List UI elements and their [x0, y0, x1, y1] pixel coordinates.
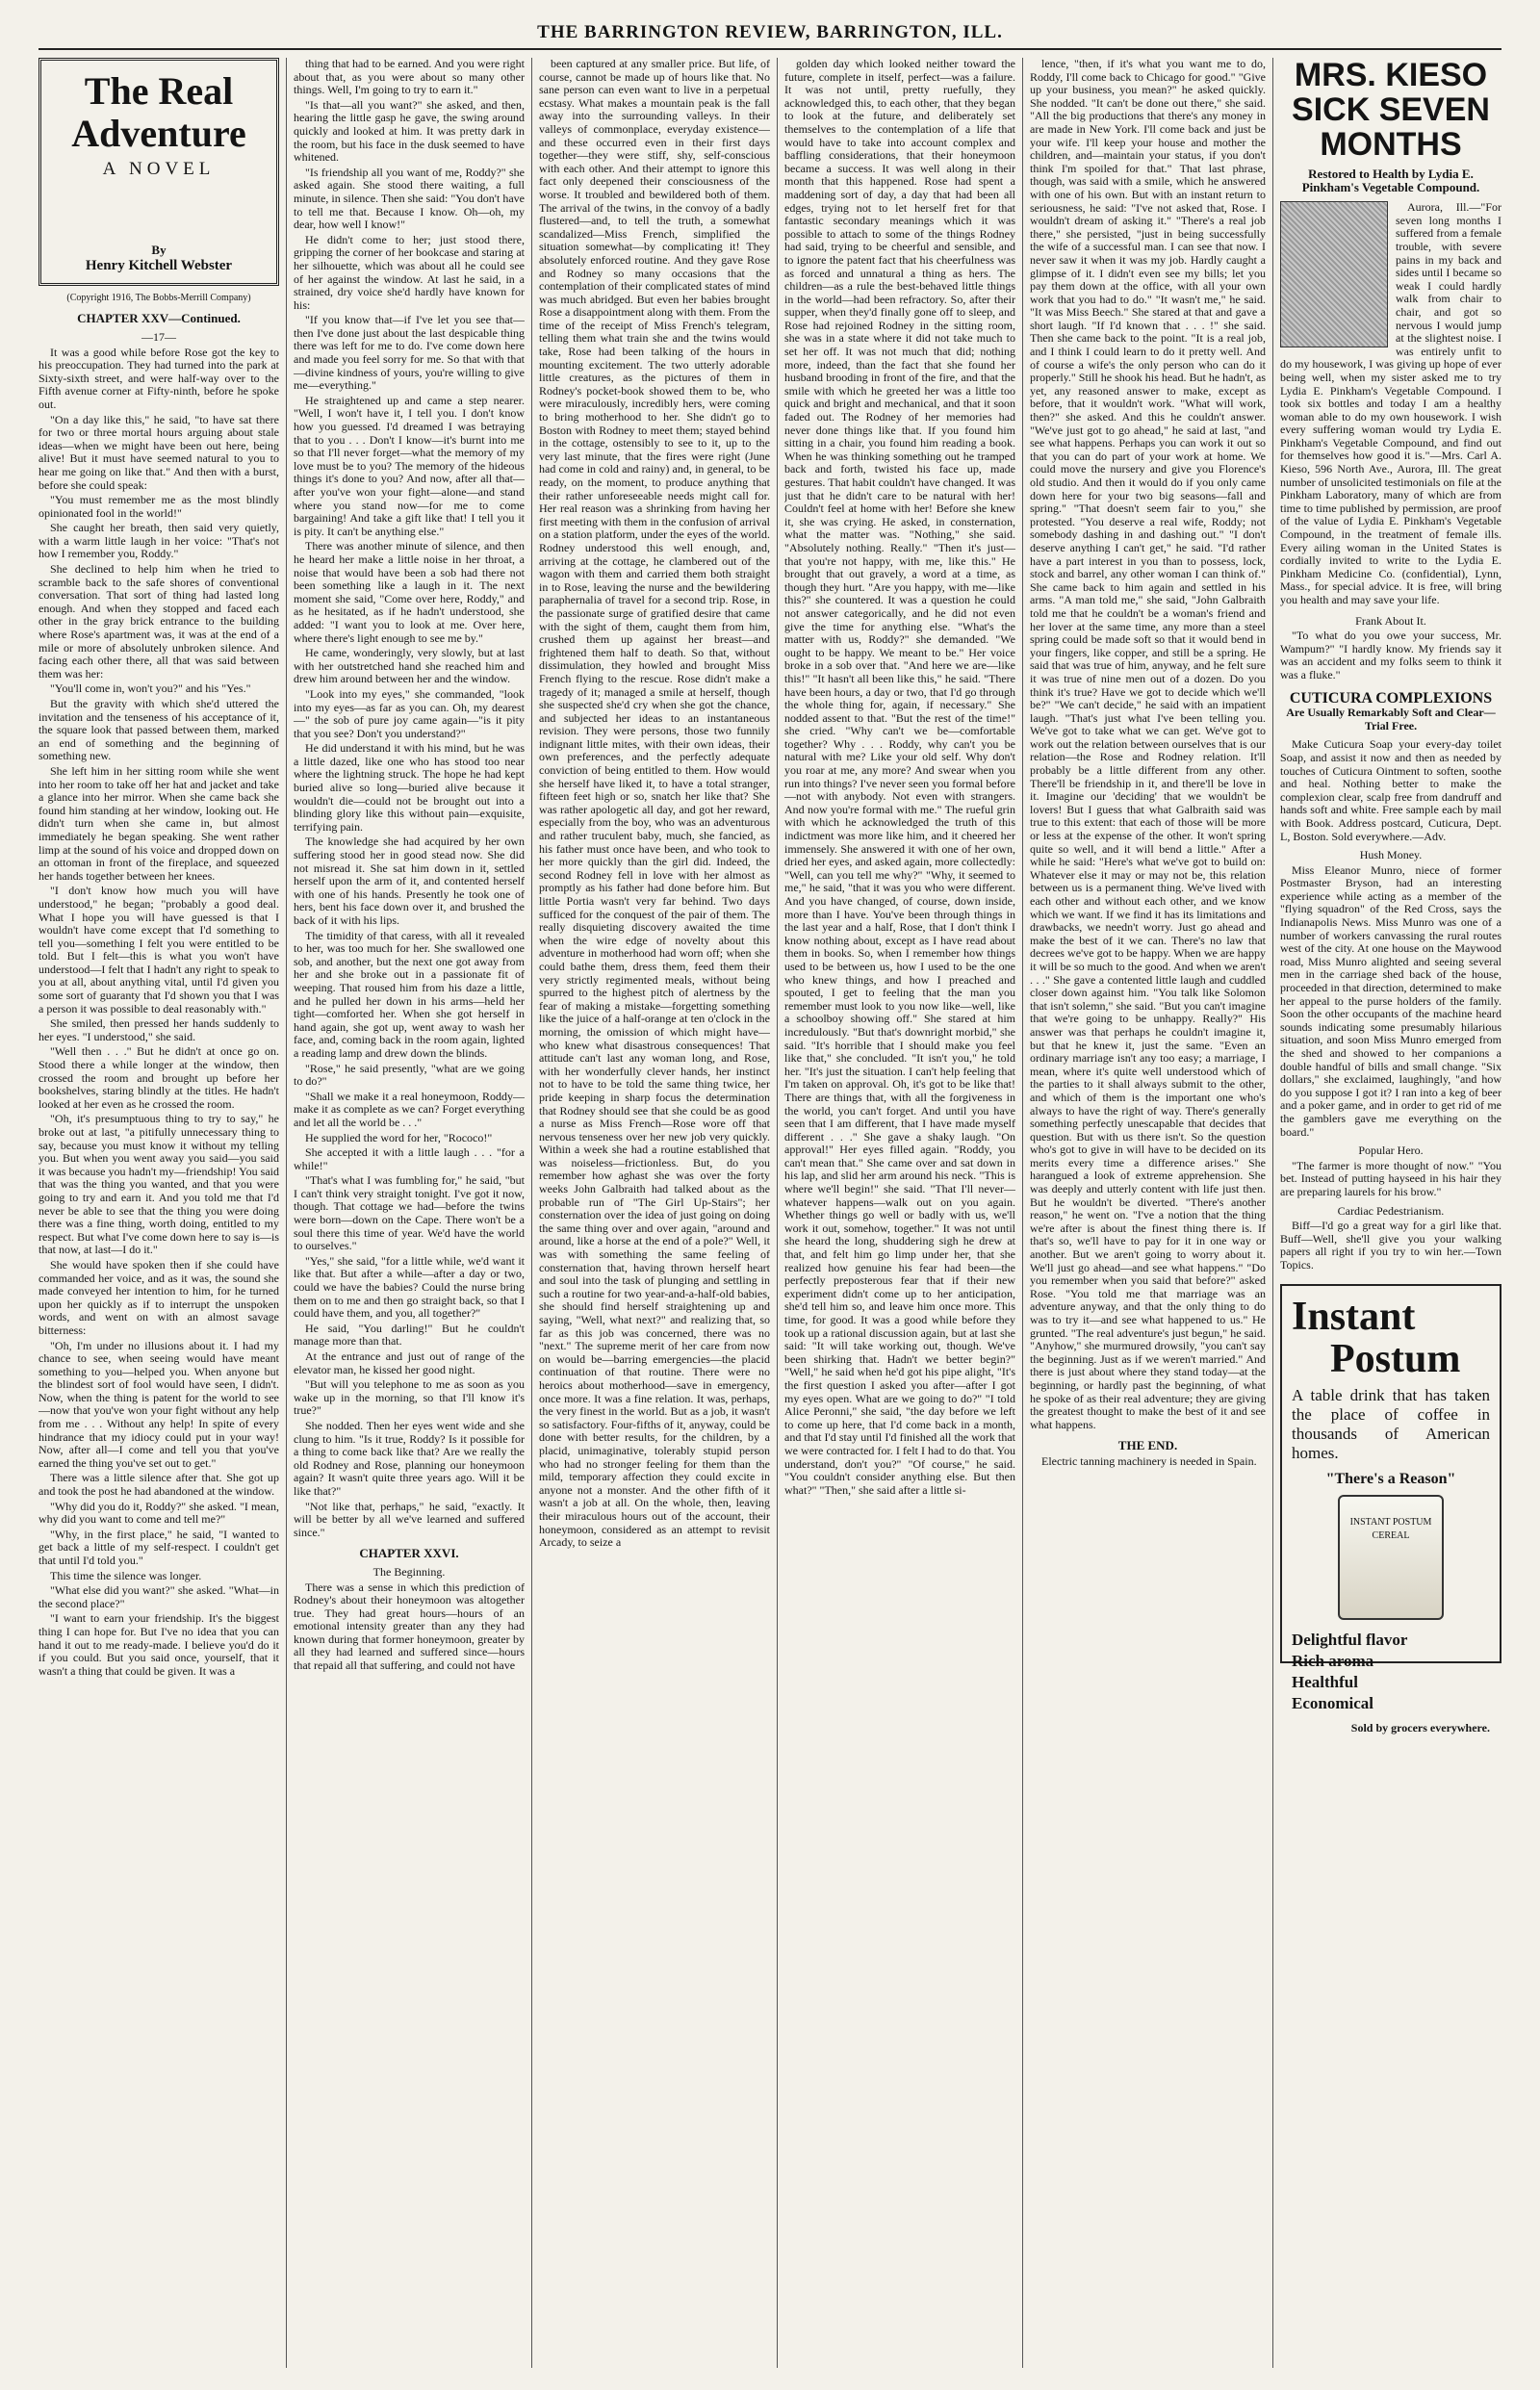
- postum-line: A table drink that has taken the place of coffee in thousands of American homes.: [1292, 1385, 1490, 1462]
- paragraph: But the gravity with which she'd uttered the invitation and the tenseness of his acceptance of it, the square look that passed between them, marked an end of something and the beginning of something new.: [38, 697, 279, 763]
- paragraph: "Why, in the first place," he said, "I wanted to get back a little of my self-respect. I couldn't get that until I'd told you.": [38, 1527, 279, 1567]
- paragraph: There was another minute of silence, and then he heard her make a little noise in her throat, a noise that would have been a sob had there not been something like a laugh in it. The next moment she said, "Come over here, Roddy," and as he hesitated, as if he hadn't understood, she added: "I want you to look at me. Over here, where there's light enough to see me by.": [294, 539, 525, 645]
- postum-feature: Economical: [1292, 1694, 1373, 1713]
- chapter-heading: CHAPTER XXV—Continued.: [77, 311, 241, 326]
- cuticura-text: Make Cuticura Soap your every-day toilet Soap, and assist it now and then as needed by touches of Cuticura Ointment to soften, soothe and heal. Nothing better to make the complexion clear, scalp free from dandruff and hands soft and white. Free sample each by mail with Book. Address postcard, Cuticura, Dept. L, Boston. Sold everywhere.—Adv.: [1280, 737, 1502, 843]
- postum-reason: "There's a Reason": [1325, 1470, 1456, 1487]
- paragraph: "If you know that—if I've let you see that—then I've done just about the last despicable thing there was left for me to do. I've come down here and made you feel sorry for me. So that with that—divine kindness of yours, you're willing to give me—everything.": [294, 313, 525, 393]
- paragraph: "You must remember me as the most blindly opinionated fool in the world!": [38, 493, 279, 520]
- paragraph: "Is friendship all you want of me, Roddy?" she asked again. She stood there waiting, a full minute, in silence. Then she said: "You don't have to tell me that. Because I know. Oh—oh, my dear, how well I know!": [294, 165, 525, 232]
- postum-feature: Delightful flavor: [1292, 1631, 1408, 1650]
- paragraph: She accepted it with a little laugh . . . "for a while!": [294, 1145, 525, 1172]
- postum-tin-image: [1338, 1495, 1444, 1620]
- paragraph: "What else did you want?" she asked. "What—in the second place?": [38, 1583, 279, 1610]
- column-4: [784, 58, 1015, 2368]
- paragraph: "Is that—all you want?" she asked, and then, hearing the little gasp he gave, the swing around quickly and looked at him. It was pretty dark in the room, but his face in the dusk seemed to have whitened.: [294, 97, 525, 165]
- paragraph: "On a day like this," he said, "to have sat there for two or three mortal hours arguing about stale ideas—when we might have been out here, being alive! But it must have seemed natural to you to hear me going on like that." And then with a burst, before she could speak:: [38, 412, 279, 492]
- column-6: [1280, 58, 1502, 2368]
- postum-headline-1: Instant: [1292, 1294, 1416, 1339]
- paragraph: It was a good while before Rose got the key to his preoccupation. They had turned into the park at Sixty-sixth street, and were half-way over to the Fifth avenue corner at Fifty-ninth, before he spoke out.: [38, 345, 279, 411]
- paragraph: "Yes," she said, "for a little while, we'd want it like that. But after a while—after a day or two, could we have the babies? Could the nurse bring them on to me and then go straight back, so that I could have them, and you, all together?": [294, 1253, 525, 1321]
- story-subtitle: A NOVEL: [102, 159, 216, 179]
- paragraph: At the entrance and just out of range of the elevator man, he kissed her good night.: [294, 1349, 525, 1376]
- paragraph: He straightened up and came a step nearer. "Well, I won't have it, I tell you. I don't know how you guessed. I'd dreamed I was betraying that to you . . . Don't I know—it's burnt into me so that I'll never forget—what the memory of my love must be to you? The memory of the hideous things it's done to you? And now, after all that—after you've won your fight—alone—and stand where you stand now—for me to come bargaining! And take a gift like that! I tell you it is pity. It can't be anything else.": [294, 393, 525, 538]
- hush-heading: Hush Money.: [1359, 848, 1423, 862]
- column-1: [38, 58, 279, 2368]
- postum-features: [1292, 1630, 1490, 1714]
- paragraph: "Oh, it's presumptuous thing to try to say," he broke out at last, "a pitifully unnecessary thing to say, because you must know it without my telling you. But when you went away you said—you said it was because you hadn't my—friendship! You said that was the thing you wanted, and that you were going to try and earn it. And you told me that I'd never be able to see that the thing you were doing there was a fine thing, worth doing, entitled to my respect. But what I've come down here to say is—is that now, at last—I do it.": [38, 1112, 279, 1257]
- postum-feature: Rich aroma: [1292, 1652, 1374, 1671]
- kieso-ad-body: Aurora, Ill.—"For seven long months I suffered from a female trouble, with severe pains in my back and sides until I became so weak I could hardly walk from chair to chair, and got so nervous I would jump at the slightest noise. I was entirely unfit to do my housework, I was giving up hope of ever being well, when my sister asked me to try Lydia E. Pinkham's Vegetable Compound. I took six bottles and today I am a healthy woman able to do my own housework. I wish every suffering woman would try Lydia E. Pinkham's Vegetable Compound, and find out for themselves how good it is."—Mrs. Carl A. Kieso, 596 North Ave., Aurora, Ill. The great number of unsolicited testimonials on file at the Pinkham Laboratory, many of which are from time to time published by permission, are proof of the value of Lydia E. Pinkham's Vegetable Compound, in the treatment of female ills. Every ailing woman in the United States is cordially invited to write to the Lydia E. Pinkham Medicine Co. (confidential), Lynn, Mass., for special advice. It is free, will bring you health and may save your life.: [1280, 200, 1502, 606]
- chapter-26-heading: CHAPTER XXVI.: [359, 1546, 459, 1561]
- column-rule: [531, 58, 532, 2368]
- column-rule: [286, 58, 287, 2368]
- paragraph: She smiled, then pressed her hands suddenly to her eyes. "I understood," she said.: [38, 1016, 279, 1043]
- paragraph: She declined to help him when he tried to scramble back to the safe shores of conventional conversation. That sort of thing had lasted long enough. And when they stopped and faced each other in the gray brick entrance to the building where Rose's apartment was, it was at the end of a mile or more of absolutely unbroken silence. And facing each other there, all that was said between them was her:: [38, 562, 279, 681]
- cuticura-heading: CUTICURA COMPLEXIONS: [1289, 689, 1493, 707]
- story-body-col3: been captured at any smaller price. But life, of course, cannot be made up of hours like that. No sane person can even want to live in a perpetual ecstasy. What makes a mountain peak is the fall away into the surrounding valleys. In their valleys of commonplace, everyday existence—and these occurred even in their first days together—they were stiff, shy, self-conscious with each other. And their attempt to ignore this fact only deepened their consciousness of the worse. It troubled and bewildered both of them. The arrival of the twins, in the convoy of a badly flustered—and, to tell the truth, a somewhat scandalized—Miss French, simplified the situation somewhat—by complicating it! They absolutely enforced routine. And they gave Rose and Rodney so many occasions that the contemplation of their complicated states of mind was much abridged. But even her babies brought Rose a disappointment along with them. From the time of the receipt of Miss French's telegram, telling them what train she and the twins would take, Rose had been talking of the hours in mounting excitement. The two utterly adorable little creatures, as the pictures of them in Rodney's pocket-book showed them to be, who were miraculously, incredibly hers, were coming to bring motherhood to her. She didn't go to Boston with Rodney to meet them; stayed behind in the cottage, ostensibly to see to it, up to the very last minute, that the fires were right (June had come in cold and rainy) and, in general, to be ready, on the moment, to produce anything that their rather unforeseeable needs might call for. Her real reason was a shrinking from having her first meeting with them in the confusion of arrival on a station platform, under the eyes of the world. Rodney understood this well enough, and, arriving at the cottage, he clambered out of the wagon with them and carried them both straight in to Rose, leaving the nurse and the bewildering paraphernalia of travel for a second trip. Rose, in the passionate surge of gratified desire that came with the sight of them, caught them from him, crushed them up against her breast—and frightened them half to death. So that, without dissimulation, they howled and brought Miss French flying to the rescue. Rose didn't make a tragedy of it; managed a smile at herself, though she suspected she'd cry when she got the chance, and subjected her ideas to an instantaneous revision. They were persons, those two funnily indignant little mites, with their own ideas, their own preferences, and the perfectly adequate conviction of being entitled to them. How would she herself have liked it, to have a total stranger, fifteen feet high or so, snatch her like that? She was rather apologetic all day, and got her reward, especially from the boy, who was an adventurous and rather truculent baby, much, she fancied, as his father must once have been, and who took to her more quickly than the girl did. Indeed, the second Rodney fell in love with her almost as promptly as his father had done before him. But little Portia wasn't very far behind. Two days sufficed for the conquest of the pair of them. The really disquieting discovery awaited the time when the wire edge of novelty about this adventure in motherhood had worn off; when she could bathe them, dress them, feed them their very strictly regimented meals, without being spurred to the highest pitch of alertness by the fear of making a mistake—forgetting something like the juice of a half-orange at ten o'clock in the morning, the omission of which might have—who knew what disastrous consequences! That attitude can't last any woman long, and Rose, with her wonderfully clever hands, her instinct not to have to be told the same thing twice, her pride keeping in sharp focus the determination that Rodney should see that she could be as good a nurse as Miss French—Rose wore off that nervous tenseness over her new job very quickly. Within a week she had a routine established that was noiseless—frictionless. But, do you remember how aghast she was over the forty weeks John Galbraith had talked about as the probable run of "The Girl Up-Stairs"; her consternation over the idea of just going on doing the same thing over and over again, "around and around, like a horse at the end of a pole?" Well, it was with something the same feeling of consternation that, having thrown herself heart and soul into the task of plunging and settling in such a routine for two year-and-a-half-old babies, she should find herself straightening up and saying, "Well, what next?" and realizing that, so far as this job was concerned, there was no "next." The supreme merit of her care from now on would be—barring emergencies—the placid continuation of that routine. There were no heroics about motherhood—save in emergency, once more. It was a fine relation. It was, perhaps, the very finest in the world. But as a job, it wasn't so satisfactory. Four-fifths of it, anyway, could be done with better results, for the children, by a placid, unimaginative, tolerably stupid person who had no stronger feeling for them than the mild, temporary affection they could excite in anyone not a monster. And the other fifth of it wasn't a job at all. On the whole, then, leaving their miraculous hours out of the account, their honeymoon, considered as an attempt to revisit Arcady, to seize a: [539, 58, 770, 1550]
- paragraph: She would have spoken then if she could have commanded her voice, and as it was, the sound she made conveyed her intention to him, for he turned upon her quickly as if to interrupt the unspoken words, and went on with an almost savage bitterness:: [38, 1257, 279, 1337]
- story-title: The Real Adventure: [71, 69, 246, 155]
- the-end: THE END.: [1117, 1438, 1178, 1453]
- story-body-continued: [294, 58, 525, 1539]
- postum-headline-2: Postum: [1330, 1336, 1461, 1381]
- paragraph: "I don't know how much you will have understood," he began; "probably a good deal. What I hope you will have guessed is that I wouldn't have come except that I'd something to tell you—something I felt you were entitled to be told. But I felt—this is what you won't have understood—I felt that I hadn't any right to speak to you at all, about anything vital, until I'd given you some sort of guaranty that I'd shown you that I was a person it was possible to deal reasonably with.": [38, 884, 279, 1015]
- story-body-col5: lence, "then, if it's what you want me to do, Roddy, I'll come back to Chicago for good." "Give up your business, you mean?" he asked quickly. She nodded. "It can't be done out there," she said. "All the big productions that there's any money in are made in New York. I'll come back and just be your wife. I'll keep your house and mother the children, and—maintain your status, if you don't think I'm spoiled for that." That last phrase, though, was said with a smile, which he answered with one of his own. But with an instant return to seriousness, he said: "I've not asked that, Rose. I wouldn't dream of asking it." "There's a real job there," she persisted, "just in being successfully the wife of a successful man. I can see that now. I never saw it when it was my job. Hardly caught a glimpse of it. I didn't even see my bills; let you pay them down at the office, with all your own work that you had to do." "It wasn't me," he said. "It was Miss Beech." She stared at that and gave a short laugh. "If I'd known that . . . !" she said. Then she came back to the point. "It is a real job, and I think I could learn to do it pretty well. And of course a wife's the only person who can do it properly." Still he shook his head. But he hadn't, as yet, any reasoned answer to make, except as before, that it wouldn't work. "What will work, then?" she asked. And this he couldn't answer. "We've just got to go ahead," he said at last, "and see what happens. Perhaps you can work it out so that you can do part of your work at home. We could move the nursery and give you Florence's old studio. And then it would do if you only came down here for your two big seasons—fall and spring." "That doesn't seem fair to you," she protested. "You deserve a real wife, Roddy; not somebody dashing in and dashing out." "I don't deserve anything I can't get," he said. "I'd rather have a part interest in you than to possess, lock, stock and barrel, any other woman I can think of." She came back to him again and settled in his arms. "A man told me," she said, "John Galbraith told me that he couldn't be a woman's friend and her lover at the same time, any more than a steel spring could be made soft so that it would bend in your fingers, like copper, and still be a spring. He said that was true of him, anyway, and he felt sure it was true of nine men out of a dozen. Do you think it's true? Have we got to decide which we'll be?" "We can't decide," he said with an impatient laugh. "That's just what I've been telling you. We've got to take what we can get. We've got to work out the relation between ourselves that is our relation—the Rose and Rodney relation. It'll probably be a little different from any other. There'll be friendship in it, and there'll be love in it. Imagine our 'deciding' that we wouldn't be lovers! But I guess that what Galbraith said was true to this extent: that each of those will be more or less at the expense of the other. It won't spring quite so well, and it will bend a little." After a while he said: "Here's what we've got to build on: Whatever else it may or may not be, this relation between us is a permanent thing. We've lived with each other and without each other, and we know which we want. If we find it has its limitations and drawbacks, we needn't worry. Just go ahead and make the best of it we can. There's no law that decrees we've got to be happy. When we are happy it will be so much to the good. And when we aren't . . ." She gave a contented little laugh and cuddled closer down against him. "You talk like Solomon that isn't solemn," she said. "But you can't imagine that we're going to be unhappy. Really?" His answer was that perhaps he couldn't imagine it, but that he knew it, just the same. "Even an ordinary marriage isn't any too easy; a marriage, I mean, where it's quite well understood which of the parties to it shall always submit to the other, and which of them is the important one who's always to have the right of way. There's generally something perfectly unescapable that decides that question. But with us there isn't. So the question who's got to give in will have to be decided on its merits every time a difference arises." She harangued a look of extreme apprehension. She was deeply and utterly content with life just then. But he wouldn't be diverted. "There's another reason," he went on. "I've a notion that the thing we're after is about the finest thing there is. If that's so, we'll have to pay for it in one way or another. But we aren't going to worry about it. We'll just go ahead—and see what happens." "Do you remember when you said that before?" asked Rose. "You told me that marriage was an adventure anyway, and that the only thing to do was to try it—and see what happened to us." He grunted. "The real adventure's just begun," he said. "Anyhow," she murmured drowsily, "you can't say the beginning. Just as if we weren't married." And there is just about where they stand today—at the beginning, or hardly past the beginning, of what he spoke of as their real adventure; they are giving the greatest thought to make the best of it and see what happens.: [1030, 58, 1266, 1431]
- popular-heading: Popular Hero.: [1358, 1144, 1424, 1158]
- story-author: Henry Kitchell Webster: [85, 258, 233, 274]
- paragraph: "Not like that, perhaps," he said, "exactly. It will be better by all we've learned and suffered since.": [294, 1499, 525, 1539]
- paragraph: "That's what I was fumbling for," he said, "but I can't think very straight tonight. I've got it now, though. That cottage we had—before the twins were born—down on the Cape. There won't be a soul there this time of year. We'd have the world to ourselves.": [294, 1173, 525, 1253]
- paragraph: "Why did you do it, Roddy?" she asked. "I mean, why did you want to come and tell me?": [38, 1499, 279, 1527]
- column-rule: [777, 58, 778, 2368]
- story-body-col4: golden day which looked neither toward the future, complete in itself, perfect—was a failure. It was not until, pretty ruefully, they acknowledged this, to each other, that they began to look at the future, and deliberately set themselves to the contemplation of a life that would have to take into account complex and baffling considerations, that their honeymoon became a success. It was well along in their month that this happened. Rose had spent a maddening sort of day, a day that had been all edges, trying not to let herself fret for that fantastic secondary meanings which it was possible to attach to some of the things Rodney had said, trying to be cheerful and sensible, and to ignore the patent fact that his cheerfulness was as forced and unnatural a thing as hers. The children—as a rule the best-behaved little things in the world—had been refractory. So, after their supper, when they'd finally gone off to sleep, and Rose had rejoined Rodney in the sitting room, she was in a state where it did not take much to set her off. It was not much that did; nothing more, indeed, than the fact that she found her husband brooding in front of the fire, and that the smile with which he greeted her was a little too quick and bright and mechanical, and that it soon faded out. The Rodney of her memories had never done things like that. If you found him sitting in a chair, you found him reading a book. When he was thinking something out he tramped back and forth, twisted his face up, made gestures. That habit couldn't have changed. It was just that he didn't care to be natural with her! Couldn't feel at home with her! Before she knew it, she was crying. He asked, in consternation, what the matter was. "Nothing," she said. "Absolutely nothing. Really." "Then it's just—that you're not happy, with me, like this." He brought that out gravely, a word at a time, as though they hurt. "Are you happy, with me—like this?" she countered. It was a question he could not answer categorically, and he did not even give the time for anything else. "What's the matter with us, Roddy?" she demanded. "We ought to be happy. We meant to be." Her voice broke in a sob over that. "And here we are—like this!" "It hasn't all been like this," he said. "There have been hours, a day or two, that I'd go through the whole thing for, again, if necessary." She nodded assent to that. "But the rest of the time!" she cried. "Why can't we be—comfortable together? Why . . . Roddy, why can't you be natural with me? Like your old self. Why don't you roar at me, any more? And swear when you run into things? I've never seen you formal before—not with anybody. Not even with strangers. And now you're formal with me." The rueful grin with which he acknowledged the truth of this indictment was more like him, and it cheered her immensely. She answered it with one of her own, dried her eyes, and asked again, more collectedly: "Well, can you tell me why?" "Why, it seemed to me," he said, "that it was you who were different. And you have changed, of course, down inside, more than I have. You've been through things in the last year and a half, Rose, that I don't think I know nothing about, except as I have read about them in books. So, when I remember how things used to be between us, how I used to be the one who knew things, and how I preached and spouted, I get to feeling that the man you remember must look to you now like—well, like a schoolboy showing off." She stared at him incredulously. "But that's downright morbid," she said. "It's horrible that I should make you feel like that," she concluded. "It isn't you," he told her. "It's just the situation. I can't help feeling that I'm taken on approval. Oh, it's got to be like that! There are things that, with all the forgiveness in the world, you can't forget. And until you have seen that I am different, that I have made myself different . . ." She gave a shaky laugh. "On approval!" Her eyes filled again. "Roddy, you can't mean that." She came over and sat down in his lap, and slid her arm around his neck. "This is where we'll begin!" she said. "That I'll never—whatever happens—walk out on you again. Whether things go well or badly with us, we'll work it out, somehow, together." It was not until she heard the long, shuddering sigh he drew at that, and felt him go limp under her, that she realized how genuine his fear had been—the perfectly preposterous fear that if their new experiment didn't come up to her anticipation, she'd tell him so, and leave him once more. This time, for good. It was a good while before they took up a rational discussion again, but at last she said: "It will take working out, though. We've been shirking that. Hadn't we better begin?" "Well," he said when he'd got his pipe alight, "It's the first question I asked you after—after I got my eyes open. What are we going to do?" "I told Alice Peronni," she said, "the day before we left to come up here, that I'd come back in a month, and that I'd stay until I'd finished all the work that we were contracted for. I felt I had to do that. You understand, don't you?" "Of course," he said. "You couldn't consider anything else. But then what?" "Then," she said after a little si-: [784, 58, 1015, 1497]
- column-rule: [1272, 58, 1273, 2368]
- paragraph: This time the silence was longer.: [50, 1568, 202, 1582]
- masthead-title: THE BARRINGTON REVIEW, BARRINGTON, ILL.: [537, 22, 1003, 42]
- story-body: [38, 347, 279, 1679]
- paragraph: There was a little silence after that. She got up and took the post he had abandoned at the window.: [38, 1471, 279, 1499]
- masthead: [38, 19, 1502, 50]
- paragraph: He said, "You darling!" But he couldn't manage more than that.: [294, 1321, 525, 1349]
- byline-label: By: [151, 242, 167, 257]
- kieso-ad-subhead: Restored to Health by Lydia E. Pinkham's Vegetable Compound.: [1301, 167, 1480, 194]
- paragraph: He did understand it with his mind, but he was a little dazed, like one who has stood too near where the lightning struck. The hope he had kept buried alive so long—buried alive because it wouldn't die—could not be brought out into a blinding glory like this without pain—exquisite, terrifying pain.: [294, 741, 525, 834]
- cardiac-text: Biff—I'd go a great way for a girl like that. Buff—Well, she'll give you your walking papers all right if you try to win her.—Town Topics.: [1280, 1219, 1502, 1272]
- popular-text: "The farmer is more thought of now." "You bet. Instead of putting hayseed in his hair they are preparing laurels for his brow.": [1280, 1158, 1502, 1198]
- hush-text: Miss Eleanor Munro, niece of former Postmaster Bryson, had an interesting experience while acting as a member of the "flying squadron" of the Red Cross, says the Indianapolis News. Miss Munro was one of a number of workers canvassing the rural routes west of the city. At one house on the Maywood road, Miss Munro alighted and seeing several men in the carriage shed back of the house, proceeded in that direction, determined to make her appeal to the purse holders of the family. Soon the other occupants of the machine heard sounds indicating some presumably hilarious situation, and soon Miss Munro emerged from the shed and showed to her companions a double handful of bills and small change. "Six dollars," she exclaimed, laughingly, "and how do you suppose I got it? I ran into a keg of beer and a poker game, and in order to get rid of me the gamblers gave me everything on the board.": [1280, 862, 1502, 1139]
- paragraph: The timidity of that caress, with all it revealed to her, was too much for her. She swallowed one sob, and another, but the next one got away from her and she broke out in a passionate fit of weeping. That roused him from his daze a little, and he pulled her down in his arms—held her tight—comforted her. When she got herself in hand again, she got up, went away to wash her face, and, coming back in the room again, lighted a reading lamp and drew down the blinds.: [294, 928, 525, 1060]
- paragraph: The knowledge she had acquired by her own suffering stood her in good stead now. She did not misread it. She sat him down in it, settled herself upon the arm of it, and contented herself with one of his hands. Presently he took one of hers, bent his face down over it, and brushed the back of it with his lips.: [294, 835, 525, 927]
- paragraph: "I want to earn your friendship. It's the biggest thing I can hope for. But I've no idea that you can hand it out to me ready-made. I believe you'd do it if you could. But you said once, yourself, that it wasn't a thing that could be given. It was a: [38, 1611, 279, 1678]
- postum-tin-label: INSTANT POSTUM CEREAL: [1349, 1517, 1432, 1541]
- paragraph: "Look into my eyes," she commanded, "look into my eyes—as far as you can. Oh, my dearest—" the sob of pure joy came again—"is it pity that you see? Don't you understand?": [294, 686, 525, 740]
- paragraph: He came, wonderingly, very slowly, but at last with her outstretched hand she reached him and drew him around between her and the window.: [294, 646, 525, 686]
- filler-note: Electric tanning machinery is needed in Spain.: [1041, 1453, 1257, 1468]
- frank-text: "To what do you owe your success, Mr. Wampum?" "I hardly know. My friends say it was an accident and my folks seem to think it was a fluke.": [1280, 629, 1502, 681]
- chapter-26-body: There was a sense in which this prediction of Rodney's about their honeymoon was altogether true. They had great hours—hours of an emotional intensity greater than any they had known during that former honeymoon, greater by all they had learned and suffered since—hours that repaid all that suffering, and could not have: [294, 1580, 525, 1673]
- portrait-image: [1280, 201, 1388, 347]
- cuticura-subhead: Are Usually Remarkably Soft and Clear—Trial Free.: [1286, 706, 1496, 732]
- paragraph: "Well then . . ." But he didn't at once go on. Stood there a while longer at the window, then crossed the room and brought up before her bookshelves, staring blindly at the titles. He hadn't looked at her even as he crossed the room.: [38, 1044, 279, 1111]
- column-3: [539, 58, 770, 2368]
- postum-sold: Sold by grocers everywhere.: [1350, 1721, 1490, 1735]
- postum-ad: [1280, 1284, 1502, 1735]
- frank-heading: Frank About It.: [1355, 613, 1426, 628]
- postum-feature: Healthful: [1292, 1673, 1358, 1692]
- column-2: [294, 58, 525, 2368]
- paragraph: thing that had to be earned. And you were right about that, as you were about so many other things. Well, I'm going to try to earn it.": [294, 58, 525, 97]
- paragraph: "But will you telephone to me as soon as you wake up in the morning, so that I'll know it's true?": [294, 1377, 525, 1418]
- column-5: [1030, 58, 1266, 2368]
- paragraph: "Rose," he said presently, "what are we going to do?": [294, 1061, 525, 1089]
- paragraph: He didn't come to her; just stood there, gripping the corner of her bookcase and staring at her silhouette, which was about all he could see of her against the window. At last he said, in a strained, dry voice she'd hardly have known for his:: [294, 232, 525, 312]
- chapter-26-subheading: The Beginning.: [372, 1564, 446, 1579]
- cardiac-heading: Cardiac Pedestrianism.: [1337, 1203, 1445, 1218]
- paragraph: "Shall we make it a real honeymoon, Roddy—make it as complete as we can? Forget everything and let all the world be . . .": [294, 1089, 525, 1129]
- paragraph: "Oh, I'm under no illusions about it. I had my chance to see, when seeing would have meant something to you—helped you. When anyone but the blindest sort of fool would have seen, I didn't. Now, when the thing is patent for the world to see—now that you've won your fight without any help from me . . . Without any help! In spite of every hindrance that my idiocy could put in your way! Now, after all—I come and tell you that you've earned the thing you've set out to get.": [38, 1338, 279, 1470]
- paragraph: She nodded. Then her eyes went wide and she clung to him. "Is it true, Roddy? Is it possible for a thing to come back like that? Are we really the old Rodney and Rose, planning our honeymoon again? It wasn't quite three years ago. Will it be like that?": [294, 1418, 525, 1498]
- column-rule: [1022, 58, 1023, 2368]
- paragraph: He supplied the word for her, "Rococo!": [305, 1130, 493, 1144]
- kieso-ad-headline: MRS. KIESO SICK SEVEN MONTHS: [1292, 58, 1490, 163]
- paragraph: "You'll come in, won't you?" and his "Yes.": [50, 681, 251, 696]
- paragraph: She caught her breath, then said very quietly, with a warm little laugh in her voice: "That's not how I remember you, Roddy.": [38, 521, 279, 561]
- copyright-line: (Copyright 1916, The Bobbs-Merrill Company): [66, 292, 251, 303]
- story-title-box: [38, 58, 279, 286]
- paragraph: She left him in her sitting room while she went into her room to take off her hat and jacket and take a glance into her mirror. When she came back she found him standing at her window, looking out. He didn't turn when she came in, but almost immediately he began speaking. She went rather limp at the sound of his voice and dropped down on an ottoman in front of the fireplace, and squeezed her hands together between her knees.: [38, 763, 279, 883]
- chapter-number: —17—: [141, 329, 176, 344]
